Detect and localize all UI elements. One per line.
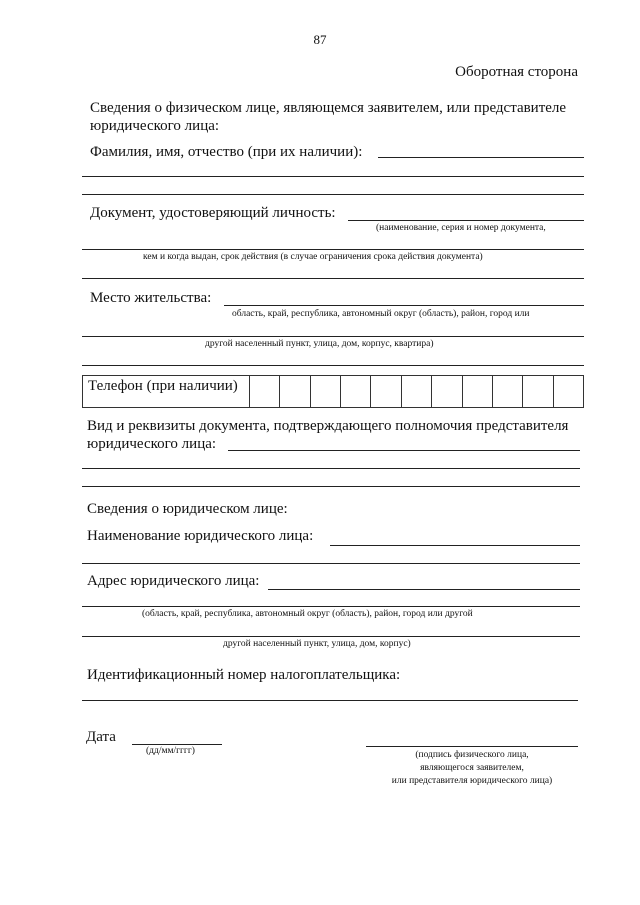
residence-label: Место жительства:	[90, 290, 212, 306]
phone-cell[interactable]	[523, 376, 553, 407]
fio-field-line2[interactable]	[82, 176, 584, 177]
legal-name-field[interactable]	[330, 545, 580, 546]
id-doc-hint1: (наименование, серия и номер документа,	[376, 223, 546, 233]
applicant-heading-line2: юридического лица:	[90, 118, 220, 134]
residence-field-line2[interactable]	[82, 336, 584, 337]
authority-doc-line1: Вид и реквизиты документа, подтверждающего полномочия представителя	[87, 418, 569, 434]
legal-address-field[interactable]	[268, 589, 580, 590]
fio-field[interactable]	[378, 157, 584, 158]
phone-cell[interactable]	[341, 376, 371, 407]
authority-doc-field[interactable]	[228, 450, 580, 451]
authority-doc-field-line3[interactable]	[82, 486, 580, 487]
date-label: Дата	[86, 729, 116, 745]
legal-address-hint2: другой населенный пункт, улица, дом, корпус)	[223, 639, 411, 649]
phone-cell[interactable]	[554, 376, 583, 407]
fio-field-line3[interactable]	[82, 194, 584, 195]
phone-cell[interactable]	[250, 376, 280, 407]
legal-address-label: Адрес юридического лица:	[87, 573, 260, 589]
authority-doc-field-line2[interactable]	[82, 468, 580, 469]
phone-cell[interactable]	[371, 376, 401, 407]
phone-label: Телефон (при наличии)	[83, 376, 250, 407]
phone-cell[interactable]	[493, 376, 523, 407]
date-hint: (дд/мм/гггг)	[146, 746, 195, 756]
id-doc-field-line3[interactable]	[82, 278, 584, 279]
residence-field-line3[interactable]	[82, 365, 584, 366]
signature-field[interactable]	[366, 746, 578, 747]
legal-name-label: Наименование юридического лица:	[87, 528, 314, 544]
legal-entity-heading: Сведения о юридическом лице:	[87, 501, 288, 517]
id-doc-label: Документ, удостоверяющий личность:	[90, 205, 336, 221]
date-field[interactable]	[132, 744, 222, 745]
signature-hint1: (подпись физического лица,	[415, 750, 529, 760]
authority-doc-line2: юридического лица:	[87, 436, 217, 452]
page-number: 87	[313, 32, 327, 47]
legal-address-field-line2[interactable]	[82, 606, 580, 607]
phone-cell[interactable]	[432, 376, 462, 407]
residence-hint1: область, край, республика, автономный округ (область), район, город или	[232, 309, 530, 319]
applicant-heading-line1: Сведения о физическом лице, являющемся заявителем, или представителе	[90, 100, 567, 116]
id-doc-field[interactable]	[348, 220, 584, 221]
phone-cells[interactable]	[250, 376, 583, 407]
inn-field[interactable]	[82, 700, 578, 701]
phone-cell[interactable]	[311, 376, 341, 407]
legal-name-field-line2[interactable]	[82, 563, 580, 564]
fio-label: Фамилия, имя, отчество (при их наличии):	[90, 144, 363, 160]
inn-label: Идентификационный номер налогоплательщика:	[87, 667, 401, 683]
phone-cell[interactable]	[280, 376, 310, 407]
legal-address-field-line3[interactable]	[82, 636, 580, 637]
phone-grid[interactable]	[82, 375, 584, 408]
side-label: Оборотная сторона	[455, 64, 578, 80]
residence-hint2: другой населенный пункт, улица, дом, корпус, квартира)	[205, 339, 434, 349]
phone-cell[interactable]	[463, 376, 493, 407]
legal-address-hint1: (область, край, республика, автономный округ (область), район, город или другой	[142, 609, 473, 619]
id-doc-field-line2[interactable]	[82, 249, 584, 250]
signature-hint3: или представителя юридического лица)	[391, 776, 553, 786]
phone-cell[interactable]	[402, 376, 432, 407]
id-doc-hint2: кем и когда выдан, срок действия (в случае ограничения срока действия документа)	[143, 252, 483, 262]
residence-field[interactable]	[224, 305, 584, 306]
signature-hint2: являющегося заявителем,	[420, 763, 524, 773]
